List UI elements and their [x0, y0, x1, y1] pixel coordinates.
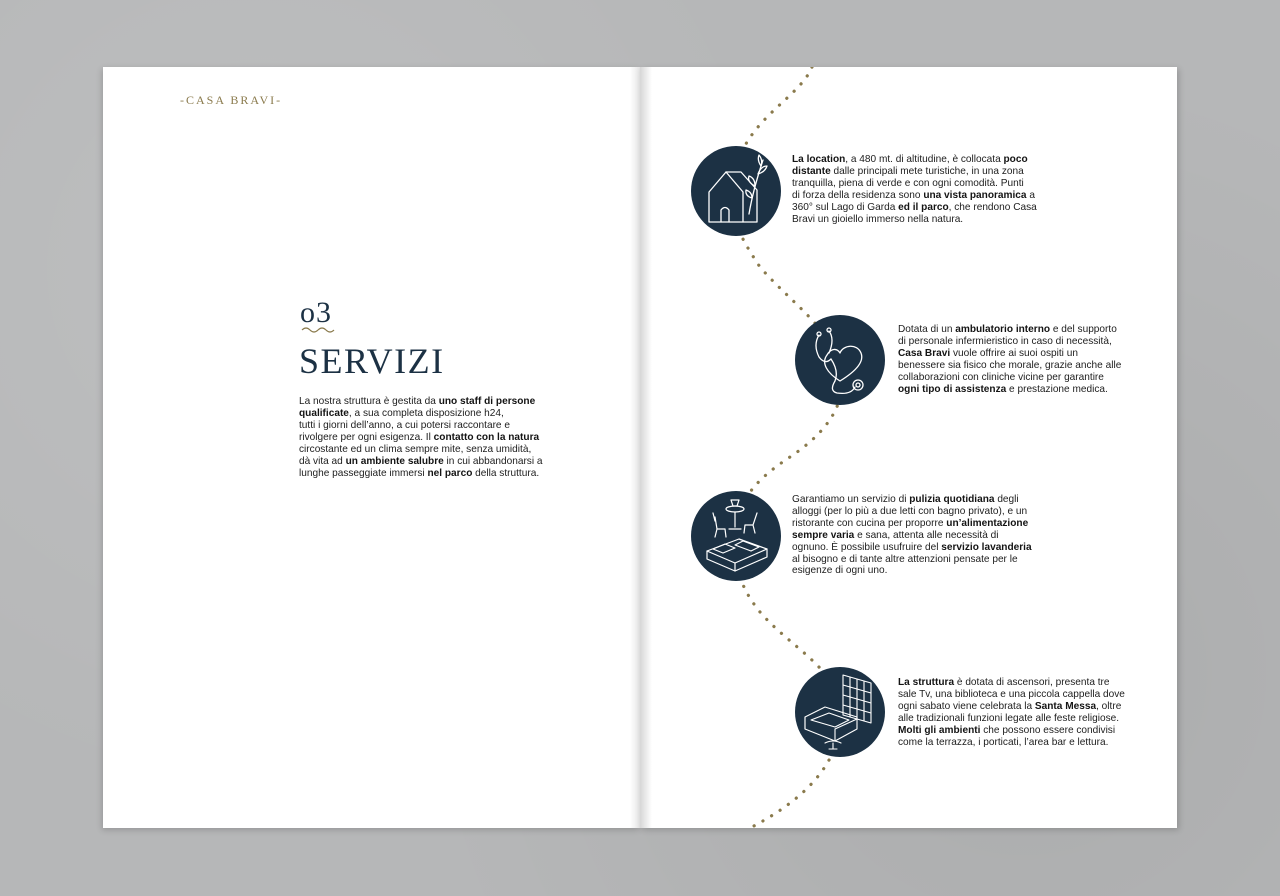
chapter-title: SERVIZI	[299, 341, 445, 381]
bed-and-dining-icon	[691, 491, 781, 581]
text-line	[792, 530, 1032, 542]
text-line	[898, 689, 1125, 701]
bold-text: poco	[1003, 154, 1028, 165]
text-line	[792, 542, 1032, 554]
text-run: sale Tv, una biblioteca e una piccola cappella dove	[898, 688, 1125, 700]
bold-text: qualificate	[299, 408, 349, 419]
bold-text: Molti gli ambienti	[898, 724, 981, 736]
text-run: di personale infermieristico in caso di necessità,	[898, 335, 1112, 347]
text-run: e sana, attenta alle necessità di	[854, 529, 999, 541]
bold-text: una vista panoramica	[923, 189, 1027, 201]
text-run: , oltre	[1096, 700, 1122, 712]
text-run: , che rendono Casa	[948, 201, 1037, 213]
text-line	[792, 154, 1037, 166]
text-run: vuole offrire ai suoi ospiti un	[950, 347, 1078, 359]
chapter-number: o3	[300, 296, 332, 329]
text-run: lunghe passeggiate immersi	[299, 468, 428, 479]
bold-text: ed il parco	[898, 201, 949, 213]
text-line	[792, 178, 1037, 190]
text-line	[792, 506, 1032, 518]
text-line	[898, 324, 1121, 336]
bold-text: distante	[792, 165, 831, 177]
brand-header: -CASA BRAVI-	[180, 93, 283, 107]
text-run: a	[1026, 189, 1035, 201]
bold-text: contatto con la natura	[433, 432, 540, 443]
text-run: degli	[994, 494, 1019, 505]
text-run: che possono essere condivisi	[980, 724, 1116, 736]
text-line	[299, 468, 569, 480]
bold-text: un ambiente salubre	[345, 456, 444, 467]
text-run: tutti i giorni dell’anno, a cui potersi raccontare e	[299, 420, 510, 431]
text-run: alle tradizionali funzioni legate alle feste religiose.	[898, 712, 1120, 724]
text-run: Dotata di un	[898, 324, 956, 335]
service-text-medical	[898, 324, 1121, 395]
bold-text: nel parco	[427, 468, 473, 479]
text-run: benessere sia fisico che morale, grazie anche alle	[898, 359, 1122, 371]
bold-text: un’alimentazione	[946, 517, 1029, 529]
text-run: , a 480 mt. di altitudine, è collocata	[845, 154, 1004, 165]
text-line	[299, 444, 569, 456]
text-run: rivolgere per ogni esigenza. Il	[299, 432, 434, 443]
text-run: in cui abbandonarsi a	[443, 456, 543, 467]
service-text-location	[792, 154, 1037, 225]
text-line	[898, 737, 1125, 749]
text-run: dalle principali mete turistiche, in una zona	[830, 165, 1024, 177]
bold-text: pulizia quotidiana	[909, 494, 995, 505]
text-line	[299, 396, 569, 408]
text-line	[299, 432, 569, 444]
bold-text: sempre varia	[792, 529, 855, 541]
text-line	[792, 190, 1037, 202]
text-run: di forza della residenza sono	[792, 189, 924, 201]
text-line	[898, 336, 1121, 348]
text-line	[898, 713, 1125, 725]
text-run: Bravi un gioiello immerso nella natura.	[792, 213, 964, 225]
text-run: circostante ed un clima sempre mite, senza umidità,	[299, 444, 532, 455]
text-run: Garantiamo un servizio di	[792, 494, 910, 505]
bold-text: uno staff di persone	[438, 396, 536, 407]
text-run: , a sua completa disposizione h24,	[348, 408, 504, 419]
text-line	[898, 372, 1121, 384]
text-run: è dotata di ascensori, presenta tre	[954, 677, 1110, 688]
bold-text: ogni tipo di assistenza	[898, 383, 1007, 395]
text-run: e del supporto	[1050, 324, 1117, 335]
text-run: come la terrazza, i porticati, l’area bar e lettura.	[898, 736, 1109, 748]
bold-text: Santa Messa	[1034, 700, 1097, 712]
text-line	[792, 166, 1037, 178]
text-run: al bisogno e di tante altre attenzioni pensate per le	[792, 553, 1018, 565]
text-line	[898, 701, 1125, 713]
service-text-cleaning-dining	[792, 494, 1032, 577]
text-run: 360° sul Lago di Garda	[792, 201, 899, 213]
text-run: della struttura.	[472, 468, 540, 479]
text-run: esigenze di ogni uno.	[792, 565, 888, 577]
bold-text: La struttura	[898, 677, 955, 688]
living-room-icon	[795, 667, 885, 757]
text-run: ristorante con cucina per proporre	[792, 517, 947, 529]
text-line	[299, 456, 569, 468]
text-line	[898, 677, 1125, 689]
text-run: alloggi (per lo più a due letti con bagno privato), e un	[792, 505, 1028, 517]
service-text-facilities	[898, 677, 1125, 748]
left-page	[103, 67, 640, 828]
text-line	[792, 494, 1032, 506]
text-run: ogni sabato viene celebrata la	[898, 700, 1035, 712]
text-line	[792, 214, 1037, 226]
text-run: collaborazioni con cliniche vicine per garantire	[898, 371, 1104, 383]
text-line	[299, 420, 569, 432]
text-run: tranquilla, piena di verde e con ogni comodità. Punti	[792, 177, 1024, 189]
house-icon	[691, 146, 781, 236]
bold-text: servizio lavanderia	[941, 541, 1032, 553]
text-line	[792, 518, 1032, 530]
text-run: dà vita ad	[299, 456, 346, 467]
text-line	[898, 384, 1121, 396]
intro-paragraph	[299, 396, 569, 480]
page-gutter-shadow	[630, 67, 640, 828]
text-line	[792, 565, 1032, 577]
stethoscope-icon	[795, 315, 885, 405]
bold-text: ambulatorio interno	[955, 324, 1051, 335]
text-line	[898, 360, 1121, 372]
bold-text: Casa Bravi	[898, 347, 951, 359]
text-line	[299, 408, 569, 420]
text-line	[792, 554, 1032, 566]
text-run: ognuno. È possibile usufruire del	[792, 541, 942, 553]
wave-ornament-icon	[301, 325, 337, 333]
text-line	[792, 202, 1037, 214]
right-page	[640, 67, 1177, 828]
text-run: La nostra struttura è gestita da	[299, 396, 439, 407]
bold-text: La location	[792, 154, 846, 165]
text-line	[898, 725, 1125, 737]
text-line	[898, 348, 1121, 360]
text-run: e prestazione medica.	[1006, 383, 1108, 395]
